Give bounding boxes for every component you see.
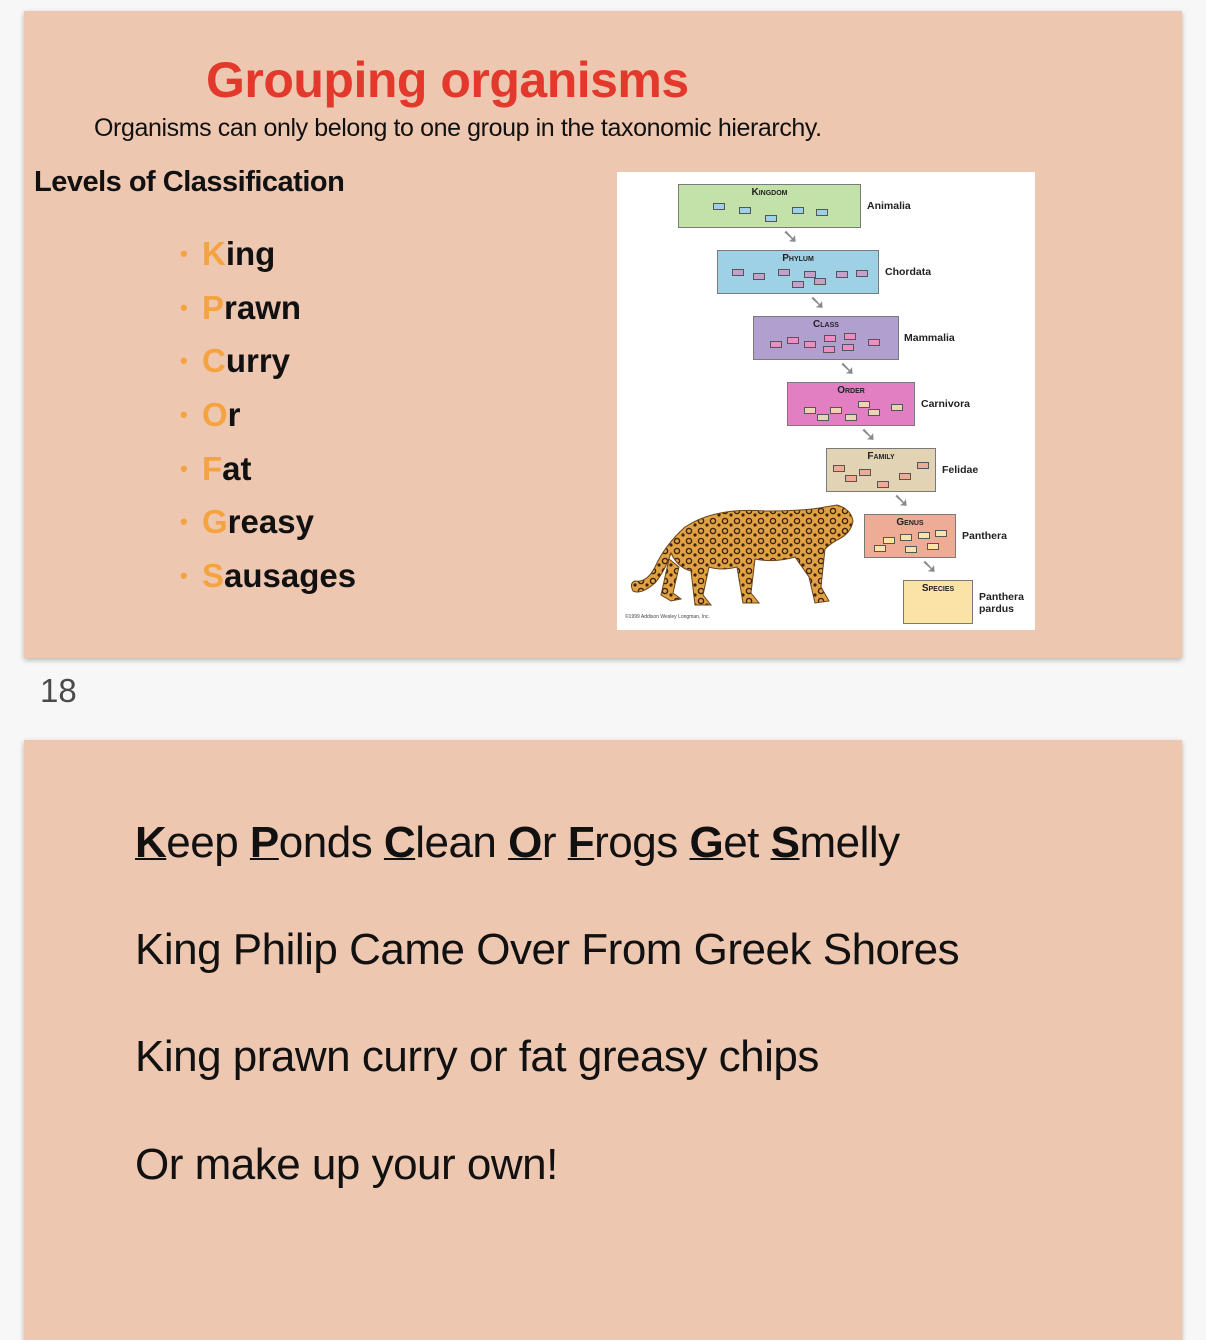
mnemonic-line-2: King Philip Came Over From Greek Shores bbox=[135, 925, 960, 974]
slide-grouping-organisms[interactable] bbox=[24, 11, 1182, 658]
bullet-item: • F at bbox=[180, 442, 356, 496]
slide-mnemonics[interactable] bbox=[24, 740, 1182, 1340]
bullet-item: • S ausages bbox=[180, 549, 356, 603]
slide-subtitle: Organisms can only belong to one group in the taxonomic hierarchy. bbox=[94, 114, 822, 142]
box-genus: Genus bbox=[864, 514, 956, 558]
bullet-dot-icon: • bbox=[180, 455, 188, 481]
arrow-down-icon: ➘ bbox=[893, 490, 910, 512]
box-kingdom: Kingdom bbox=[678, 184, 861, 228]
bullet-item: • C urry bbox=[180, 334, 356, 388]
box-species: Species bbox=[903, 580, 973, 624]
bullet-item: • P rawn bbox=[180, 281, 356, 335]
box-order: Order bbox=[787, 382, 915, 426]
box-family: Family bbox=[826, 448, 936, 492]
bullet-dot-icon: • bbox=[180, 562, 188, 588]
arrow-down-icon: ➘ bbox=[860, 424, 877, 446]
classification-bullet-list bbox=[180, 227, 356, 603]
arrow-down-icon: ➘ bbox=[782, 226, 799, 248]
bullet-dot-icon: • bbox=[180, 294, 188, 320]
bullet-dot-icon: • bbox=[180, 240, 188, 266]
levels-heading: Levels of Classification bbox=[34, 166, 345, 198]
bullet-item: • G reasy bbox=[180, 495, 356, 549]
mnemonic-line-1: Keep Ponds Clean Or Frogs Get Smelly bbox=[135, 818, 900, 867]
slide-title: Grouping organisms bbox=[206, 52, 689, 108]
bullet-item: • O r bbox=[180, 388, 356, 442]
bullet-dot-icon: • bbox=[180, 509, 188, 535]
box-class: Class bbox=[753, 316, 899, 360]
arrow-down-icon: ➘ bbox=[809, 292, 826, 314]
bullet-dot-icon: • bbox=[180, 348, 188, 374]
leopard-illustration-icon bbox=[625, 497, 861, 609]
bullet-item: • K ing bbox=[180, 227, 356, 281]
arrow-down-icon: ➘ bbox=[921, 556, 938, 578]
box-phylum: Phylum bbox=[717, 250, 879, 294]
slide-page-number: 18 bbox=[40, 672, 77, 709]
bullet-dot-icon: • bbox=[180, 401, 188, 427]
taxonomy-diagram-image: Kingdom Animalia ➘ Phylum Chordata ➘ Class Mammalia ➘ Order Carnivora ➘ Family Felidae ➘ Genus Panthera ➘ Species Panthera pardus ©1999 Addison Wesley Longman, Inc. bbox=[617, 172, 1035, 630]
mnemonic-line-4: Or make up your own! bbox=[135, 1140, 558, 1189]
arrow-down-icon: ➘ bbox=[839, 358, 856, 380]
mnemonic-line-3: King prawn curry or fat greasy chips bbox=[135, 1032, 819, 1081]
